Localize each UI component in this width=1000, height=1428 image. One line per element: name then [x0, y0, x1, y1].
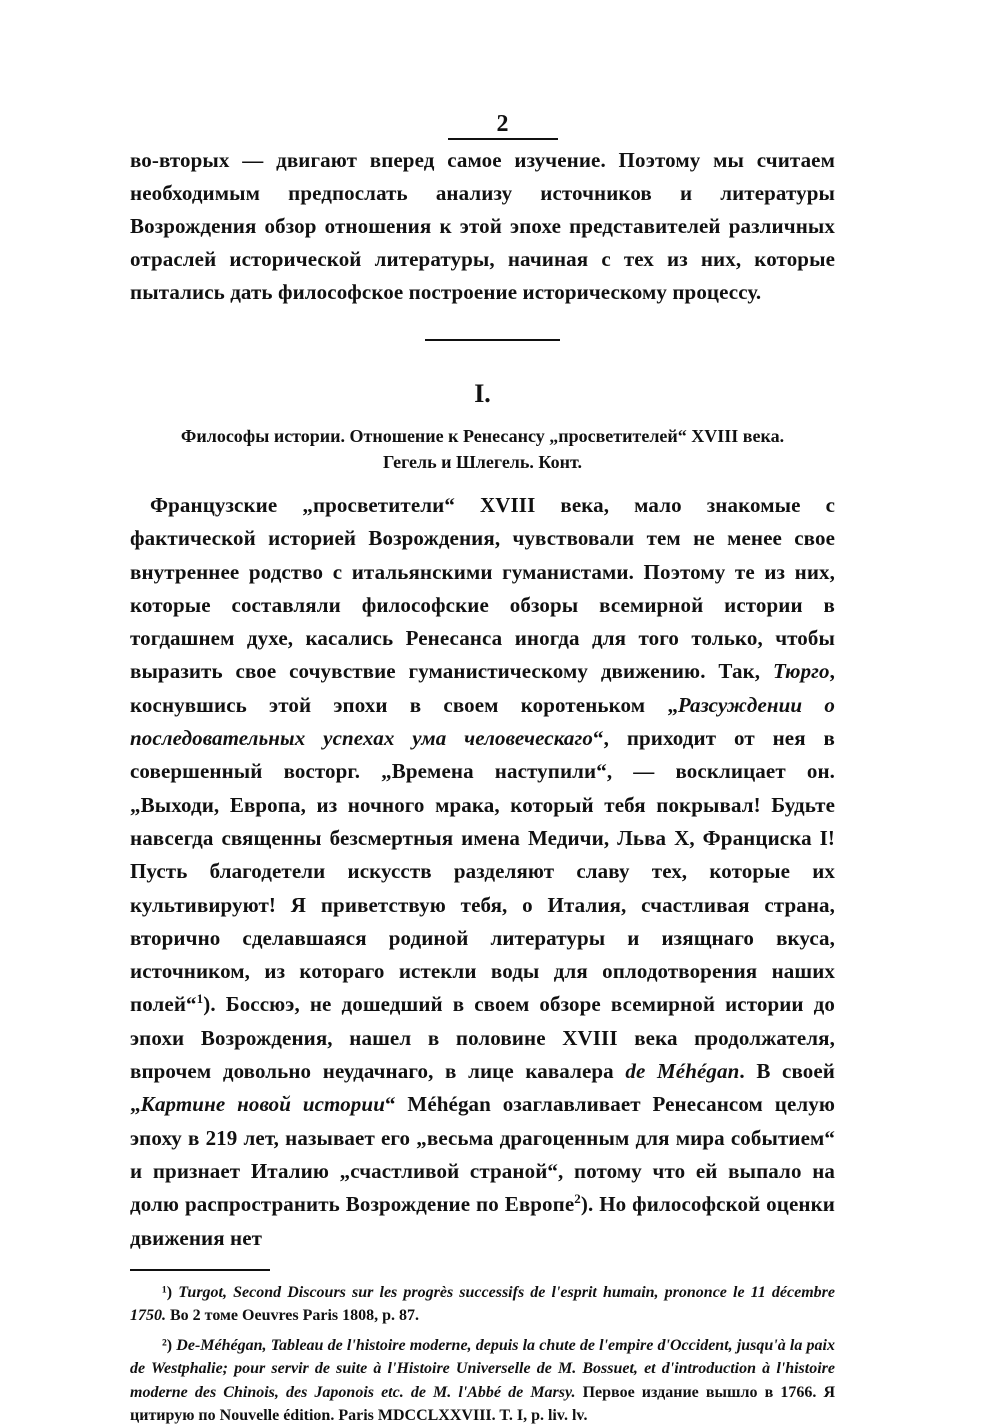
footnote-1-note: Во 2 томе Oeuvres Paris 1808, p. 87.	[166, 1307, 420, 1325]
footnote-1-citation: Turgot, Second Discours sur les progrès successifs de l'esprit humain, prononce le 11 décembre 1750.	[130, 1283, 835, 1325]
footnote-2	[130, 1334, 835, 1428]
main-paragraph	[130, 489, 835, 1255]
chapter-subtitle	[130, 423, 835, 475]
chapter-subtitle-line-2: Гегель и Шлегель. Конт.	[383, 452, 582, 472]
page-number: 2	[496, 111, 509, 137]
author-turgot: Тюрго	[772, 659, 830, 684]
main-text-seg1: Французские „просветители“ XVIII века, мало знакомые с фактической историей Возрождения, чувствовали тем не менее свое внутреннее родство с итальянскими гуманистами. Поэтому те из них, которые составляли философские обзоры всемирной истории в тогдашнем духе, касались Ренесанса иногда для того только, чтобы выразить свое сочувствие гуманистическому движению. Так,	[130, 493, 835, 684]
picture-title: Картине новой истории	[140, 1092, 385, 1117]
chapter-numeral: I.	[474, 379, 491, 408]
author-mehegan: de Méhégan	[625, 1059, 740, 1084]
section-separator	[425, 339, 560, 341]
main-text-seg7: ). Но философской оценки движения нет	[130, 1192, 836, 1250]
intro-paragraph: во-вторых — двигают вперед самое изучение. Поэтому мы считаем необходимым предпослать анализу источников и литературы Возрождения обзор отношения к этой эпохе представителей различных отраслей исторической литературы, начиная с тех из них, которые пытались дать философское построение историческому процессу.	[130, 148, 835, 304]
book-page	[130, 110, 835, 1428]
page-number-block	[170, 110, 835, 138]
main-text-seg6: “ Méhégan озаглавливает Ренесансом целую эпоху в 219 лет, называет его „весьма драгоценным для мира событием“ и признает Италию „счастливой страной“, потому что ей выпало на долю распространить Возрождение по Европе	[130, 1092, 836, 1217]
footnote-1	[130, 1281, 835, 1328]
discourse-title: Разсуждении о последовательных успехах ума человеческаго	[130, 692, 835, 751]
footnote-ref-1: 1	[196, 991, 204, 1007]
footnote-2-note: Первое издание вышло в 1766. Я цитирую по Nouvelle édition. Paris MDCCLXXVIII. T. I, p. liv. lv.	[130, 1383, 835, 1425]
main-text-seg2: , коснувшись этой эпохи в своем коротеньком „	[130, 659, 835, 717]
page-number-rule	[448, 138, 558, 140]
footnote-rule	[130, 1269, 270, 1271]
main-text-seg3: “, приходит от нея в совершенный восторг. „Времена наступили“, — восклицает он. „Выходи, Европа, из ночного мрака, который тебя покрывал! Будьте навсегда священны безсмертныя имена Медичи, Льва X, Франциска I! Пусть благодетели искусств разделяют славу тех, которые их культивируют! Я приветствую тебя, о Италия, счастливая страна, вторично сделавшаяся родиной литературы и изящнаго вкуса, источником, из котораго истекли воды для оплодотворения наших полей“	[130, 726, 835, 1017]
footnote-1-marker: ¹)	[162, 1283, 173, 1301]
chapter-subtitle-line-1: Философы истории. Отношение к Ренесансу „просветителей“ XVIII века.	[180, 426, 785, 446]
main-text-seg4: ). Боссюэ, не дошедший в своем обзоре всемирной истории до эпохи Возрождения, нашел в половине XVIII века продолжателя, впрочем довольно неудачнаго, в лице кавалера	[130, 992, 835, 1084]
footnote-2-marker: ²)	[162, 1336, 173, 1354]
main-text-seg5: . В своей „	[130, 1059, 835, 1117]
footnote-2-citation: De-Méhégan, Tableau de l'histoire moderne, depuis la chute de l'empire d'Occident, jusqu'à la paix de Westphalie; pour servir de suite à l'Histoire Universelle de M. Bossuet, et d'introduction à l'histoire moderne des Chinois, des Japonois etc. de M. l'Abbé de Marsy.	[130, 1336, 835, 1401]
footnote-ref-2: 2	[574, 1191, 581, 1207]
